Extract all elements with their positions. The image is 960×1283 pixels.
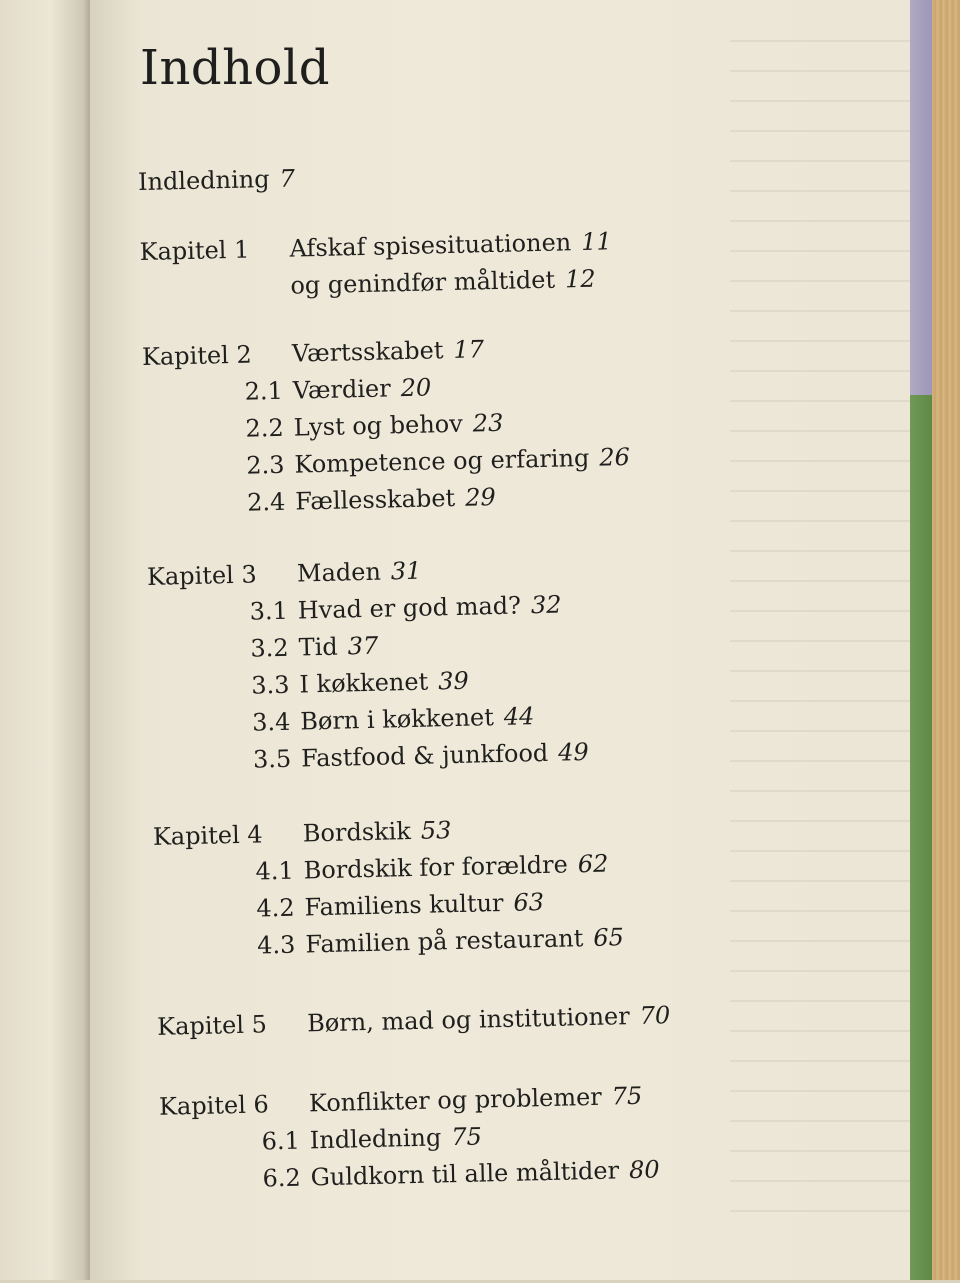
page-number: 23 xyxy=(472,408,504,438)
section-number: 3.3 xyxy=(251,670,290,700)
section-number: 2.2 xyxy=(245,413,284,443)
section-title: Guldkorn til alle måltider xyxy=(310,1156,620,1192)
section-number xyxy=(233,294,281,295)
toc-entry xyxy=(240,590,562,626)
chapter-label: Kapitel 5 xyxy=(156,1010,268,1041)
toc-intro-page: 7 xyxy=(279,164,296,193)
toc-entry xyxy=(231,229,612,262)
toc-entry xyxy=(242,704,535,735)
page-number: 31 xyxy=(390,556,422,586)
page-number: 11 xyxy=(580,227,613,257)
page-number: 32 xyxy=(530,590,562,620)
section-title: Kompetence og erfaring xyxy=(294,443,590,479)
page-number: 20 xyxy=(400,373,432,403)
toc-intro xyxy=(137,164,296,197)
toc-entry xyxy=(251,1081,643,1118)
section-title: Familiens kultur xyxy=(304,888,504,922)
section-title: I køkkenet xyxy=(299,667,429,699)
section-number xyxy=(249,1032,297,1033)
section-number xyxy=(234,362,282,363)
toc-entry xyxy=(240,631,379,663)
section-title: Maden xyxy=(296,557,382,588)
toc-entry xyxy=(235,408,504,443)
page-number: 39 xyxy=(437,666,470,696)
page-number: 63 xyxy=(513,888,545,917)
page-number: 62 xyxy=(577,849,609,879)
toc-entry xyxy=(245,818,452,847)
toc-entry xyxy=(247,925,624,958)
section-number: 3.4 xyxy=(251,707,291,737)
page-number: 75 xyxy=(611,1081,643,1111)
chapter-label: Kapitel 2 xyxy=(141,340,253,371)
section-title: og genindfør måltidet xyxy=(290,265,556,300)
toc-entry xyxy=(249,1003,671,1037)
section-number: 4.2 xyxy=(256,893,295,923)
section-title: Konflikter og problemer xyxy=(308,1082,603,1118)
page-number: 53 xyxy=(420,816,452,845)
toc-entry xyxy=(246,890,544,921)
section-number: 6.1 xyxy=(261,1126,301,1156)
section-title: Fastfood & junkfood xyxy=(300,738,549,773)
section-number xyxy=(239,582,287,583)
section-title: Børn, mad og institutioner xyxy=(306,1002,630,1038)
page-number: 65 xyxy=(592,923,625,952)
book-edge-green xyxy=(910,395,932,1280)
toc-entry xyxy=(252,1155,660,1193)
page-title: Indhold xyxy=(140,40,330,96)
section-title: Børn i køkkenet xyxy=(300,703,495,736)
page-number: 37 xyxy=(347,631,379,661)
page-number: 26 xyxy=(599,442,631,472)
section-title: Indledning xyxy=(309,1123,442,1155)
section-title: Lyst og behov xyxy=(293,409,464,442)
page-number: 80 xyxy=(628,1155,660,1185)
page-number: 17 xyxy=(453,335,485,364)
book-edge-purple xyxy=(910,0,932,395)
page-number: 70 xyxy=(639,1001,671,1030)
section-number: 2.3 xyxy=(246,450,285,480)
section-number: 3.5 xyxy=(252,744,292,774)
section-number: 3.1 xyxy=(249,596,289,626)
section-title: Familien på restaurant xyxy=(305,924,584,959)
section-number: 6.2 xyxy=(262,1163,301,1193)
section-title: Fællesskabet xyxy=(295,483,456,516)
page-number: 12 xyxy=(564,264,596,294)
toc-entry xyxy=(252,1122,483,1156)
section-title: Hvad er god mad? xyxy=(297,591,522,625)
toc-entry xyxy=(232,264,596,300)
section-number: 4.1 xyxy=(255,856,295,886)
section-title: Værdier xyxy=(292,374,391,405)
chapter-label: Kapitel 1 xyxy=(139,235,250,267)
section-number xyxy=(251,1112,299,1113)
section-number: 2.1 xyxy=(244,376,284,406)
wooden-table xyxy=(932,0,960,1280)
section-title: Afskaf spisesituationen xyxy=(289,228,572,263)
page-number: 49 xyxy=(557,737,590,767)
page-number: 29 xyxy=(464,483,496,512)
section-number xyxy=(245,842,293,843)
chapter-label: Kapitel 3 xyxy=(146,560,257,591)
section-title: Værtsskabet xyxy=(291,336,444,368)
toc-entry xyxy=(243,737,590,774)
section-title: Bordskik xyxy=(302,817,412,848)
toc-entry xyxy=(236,442,631,480)
section-number: 2.4 xyxy=(246,487,286,517)
section-number: 4.3 xyxy=(256,930,296,960)
section-title: Tid xyxy=(298,632,339,662)
chapter-label: Kapitel 6 xyxy=(158,1090,270,1121)
section-number xyxy=(232,257,280,258)
page-number: 44 xyxy=(503,702,535,731)
toc-entry xyxy=(237,485,496,515)
page-number: 75 xyxy=(450,1122,483,1152)
chapter-label: Kapitel 4 xyxy=(152,820,263,851)
toc-entry xyxy=(245,849,609,886)
toc-intro-title: Indledning xyxy=(137,165,270,197)
section-number: 3.2 xyxy=(250,633,289,663)
section-title: Bordskik for forældre xyxy=(303,850,569,885)
toc-entry xyxy=(234,337,485,367)
toc-entry xyxy=(239,556,422,588)
toc-entry xyxy=(235,373,432,406)
toc-entry xyxy=(241,666,470,700)
